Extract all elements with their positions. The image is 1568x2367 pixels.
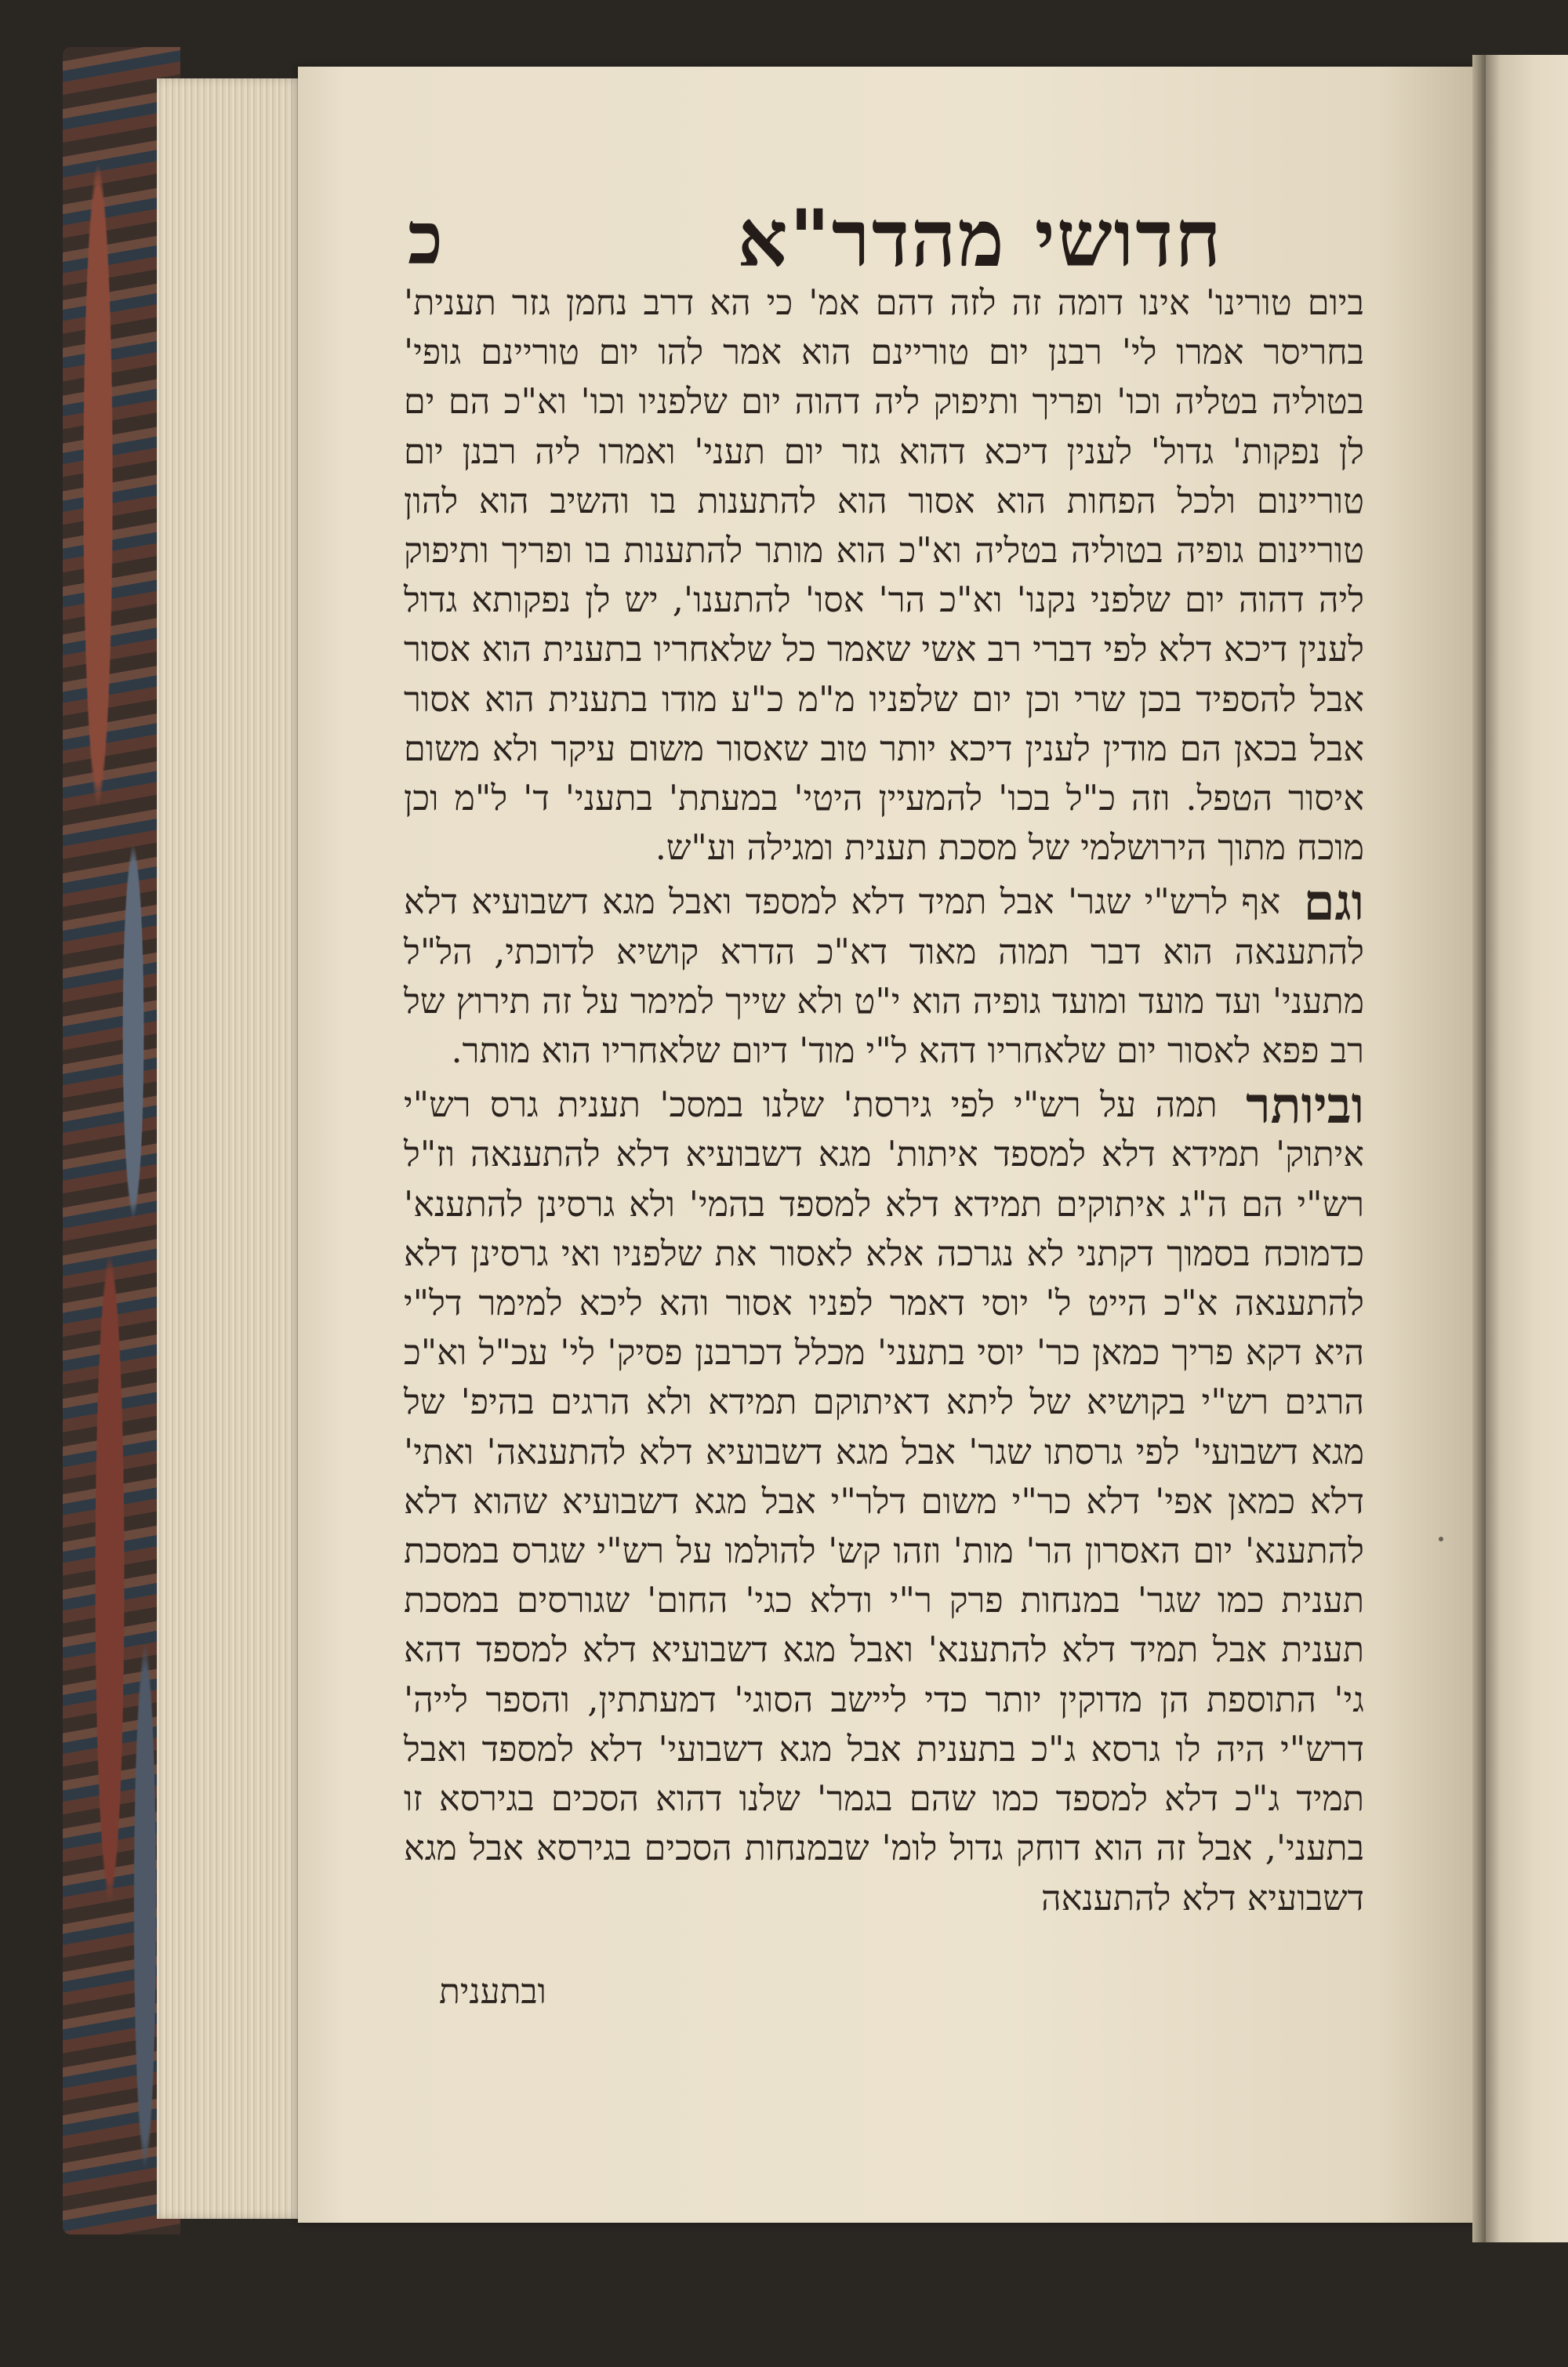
page-number: כ (408, 196, 443, 281)
paragraph-1-text: ביום טורינו' אינו דומה זה לזה דהם אמ' כי הא דרב נחמן גזר תענית' בחריסר אמרו לי' רבנן יום טוריינם הוא אמר להו יום טוריינם גופי' בטוליה בטליה וכו' ופריך ותיפוק ליה דהוה יום שלפניו וכו' וא"כ הם ים לן נפקות' גדול' לענין דיכא דהוא גזר יום תעני' ואמרו ליה רבנן יום טוריינום ולכל הפחות הוא אסור הוא להתענות בו והשיב הוא להון טוריינום גופיה בטוליה בטליה וא"כ הוא מותר להתענות בו ופריך ותיפוק ליה דהוה יום שלפני נקנו' וא"כ הר' אסו' להתענו', יש לן נפקותא גדול לענין דיכא דלא לפי דברי רב אשי שאמר כל שלאחריו בתענית הוא אסור אבל להספיד בכן שרי וכן יום שלפניו מ"מ כ"ע מודו בתענית הוא אסור אבל בכאן הם מודין לענין דיכא יותר טוב שאסור משום עיקר ולא משום איסור הטפל. וזה כ"ל בכו' להמעיין היטי' במעתת' בתעני' ד' ל"מ וכן מוכח מתוך הירושלמי של מסכת תענית ומגילה וע"ש. (404, 283, 1364, 869)
paragraph-2-lead: וגם (1303, 873, 1364, 933)
paragraph-1 (404, 278, 1364, 873)
body-text (404, 278, 1364, 1923)
paragraph-3 (404, 1076, 1364, 1922)
page-speck (1439, 1537, 1443, 1541)
paragraph-2-text: אף לרש"י שגר' אבל תמיד דלא למספד ואבל מגא דשבועיא דלא להתענאה הוא דבר תמוה מאוד דא"כ הדרא קושיא לדוכתי, הל"ל מתעני' ועד מועד ומועד גופיה הוא י"ט ולא שייך למימר על זה תירוץ של רב פפא לאסור יום שלאחריו דהא ל"י מוד' דיום שלאחריו הוא מותר. (404, 882, 1364, 1072)
facing-page-edge (1486, 55, 1568, 2242)
catchword: ובתענית (439, 1972, 546, 2012)
page-edges (157, 78, 306, 2219)
paragraph-3-text: תמה על רש"י לפי גירסת' שלנו במסכ' תענית גרס רש"י איתוק' תמידא דלא למספד איתות' מגא דשבועיא דלא להתענאה וז"ל רש"י הם ה"ג איתוקים תמידא דלא למספד בהמי' ולא גרסינן להתענא' כדמוכח בסמוך דקתני לא נגרכה אלא לאסור את שלפניו ואי גרסינן דלא להתענאה א"כ הייט ל' יוסי דאמר לפניו אסור והא ליכא למימר דל"י היא דקא פריך כמאן כר' יוסי בתעני' מכלל דכרבנן פסיק' לי' עכ"ל וא"כ הרגים רש"י בקושיא של ליתא דאיתוקם תמידא ולא הרגים בהיפ' של מגא דשבועי' לפי גרסתו שגר' אבל מגא דשבועיא דלא להתענאה' ואתי' דלא כמאן אפי' דלא כר"י משום דלר"י אבל מגא דשבועיא שהוא דלא להתענא' יום האסרון הר' מות' וזהו קש' להולמו על רש"י שגרס במסכת תענית כמו שגר' במנחות פרק ר"י ודלא כגי' החום' שגורסים במסכת תענית אבל תמיד דלא להתענא' ואבל מגא דשבועיא דלא למספד דהא גי' התוספת הן מדוקין יותר כדי ליישב הסוגי' דמעתתין, והספר לייה' דרש"י היה לו גרסא ג"כ בתענית אבל מגא דשבועי' דלא למספד ואבל תמיד ג"כ דלא למספד כמו שהם בגמר' שלנו דהוא הסכים בגירסא זו בתעני', אבל זה הוא דוחק גדול לומ' שבמנחות הסכים בגירסא אבל מגא דשבועיא דלא להתענאה (404, 1085, 1364, 1919)
paragraph-2 (404, 873, 1364, 1076)
running-head: חדושי מהדר"א (737, 192, 1223, 285)
paragraph-3-lead: וביותר (1246, 1076, 1364, 1136)
